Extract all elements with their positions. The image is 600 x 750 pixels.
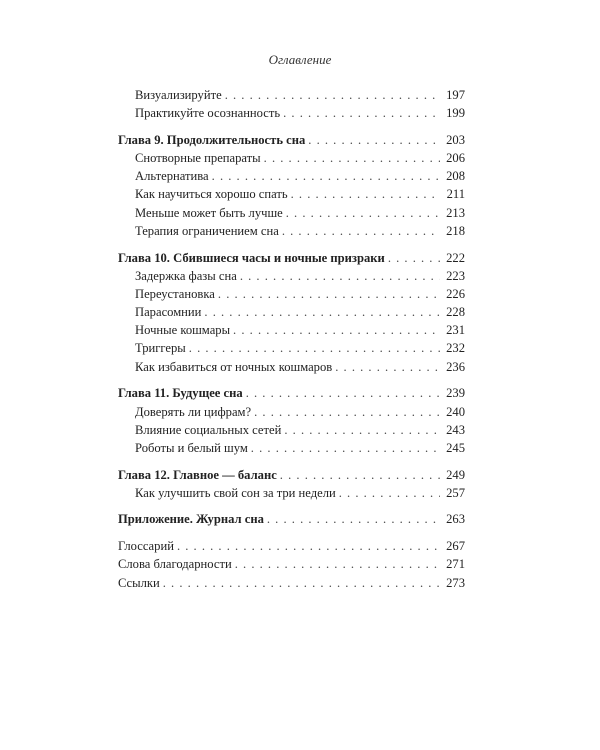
toc-page-number: 211 <box>446 187 465 202</box>
toc-entry-label: Снотворные препараты <box>135 151 261 166</box>
toc-page-number: 223 <box>446 268 465 283</box>
dot-leader <box>284 421 440 439</box>
toc-entry-label: Роботы и белый шум <box>135 440 248 455</box>
toc-entry-label: Триггеры <box>135 341 186 356</box>
toc-entry[interactable] <box>118 421 465 439</box>
toc-entry-label: Визуализируйте <box>135 88 222 102</box>
toc-page-number: 213 <box>446 205 465 220</box>
dot-leader <box>212 167 440 185</box>
toc-entry-label: Практикуйте осознанность <box>135 106 281 121</box>
toc-page-number: 199 <box>446 106 465 121</box>
dot-leader <box>225 86 440 104</box>
toc-entry-label: Слова благодарности <box>118 557 232 572</box>
dot-leader <box>280 466 440 484</box>
toc-entry[interactable] <box>118 339 465 357</box>
toc-chapter-entry[interactable] <box>118 131 465 149</box>
toc-page-number: 228 <box>446 305 465 320</box>
section-gap <box>118 376 465 385</box>
dot-leader <box>264 149 440 167</box>
toc-entry[interactable] <box>118 285 465 303</box>
dot-leader <box>291 185 440 203</box>
toc-entry[interactable] <box>118 104 465 122</box>
toc-entry[interactable] <box>118 439 465 457</box>
toc-chapter-entry[interactable] <box>118 466 465 484</box>
toc-entry-label: Парасомнии <box>135 305 202 320</box>
dot-leader <box>189 339 440 357</box>
dot-leader <box>177 537 440 555</box>
dot-leader <box>235 555 440 573</box>
toc-page-number: 273 <box>446 575 465 590</box>
toc-entry-label: Задержка фазы сна <box>135 268 237 283</box>
dot-leader <box>308 131 440 149</box>
page-header-title: Оглавление <box>268 52 332 67</box>
toc-page-number: 267 <box>446 539 465 554</box>
toc-entry-label: Глава 12. Главное — баланс <box>118 467 277 482</box>
toc-entry[interactable] <box>118 204 465 222</box>
dot-leader <box>254 403 440 421</box>
toc-entry-label: Ночные кошмары <box>135 323 231 338</box>
toc-entry[interactable] <box>118 321 465 339</box>
dot-leader <box>283 104 440 122</box>
dot-leader <box>267 510 440 528</box>
toc-page-number: 271 <box>446 557 465 572</box>
toc-entry-label: Доверять ли цифрам? <box>135 404 252 419</box>
toc-page-number: 203 <box>446 132 465 147</box>
toc-page-number: 249 <box>446 467 465 482</box>
dot-leader <box>282 222 440 240</box>
dot-leader <box>335 358 440 376</box>
section-gap <box>118 529 465 538</box>
toc-entry[interactable] <box>118 222 465 240</box>
dot-leader <box>163 574 440 592</box>
toc-entry[interactable] <box>118 403 465 421</box>
toc-entry[interactable] <box>118 574 465 592</box>
toc-page-number: 197 <box>446 88 465 102</box>
toc-page-number: 218 <box>446 223 465 238</box>
toc-page-number: 245 <box>446 440 465 455</box>
toc-entry-label: Ссылки <box>118 575 160 590</box>
section-gap <box>118 457 465 466</box>
toc-entry-label: Глава 10. Сбившиеся часы и ночные призраки <box>118 250 385 265</box>
dot-leader <box>388 249 440 267</box>
toc-entry[interactable] <box>118 484 465 502</box>
toc-entry-label: Альтернатива <box>135 169 209 184</box>
toc-entry-label: Глава 9. Продолжительность сна <box>118 132 306 147</box>
toc-entry[interactable] <box>118 303 465 321</box>
toc-entry-label: Влияние социальных сетей <box>135 422 282 437</box>
toc-page-number: 257 <box>446 485 465 500</box>
table-of-contents <box>118 86 465 592</box>
toc-entry-label: Глава 11. Будущее сна <box>118 386 243 401</box>
toc-entry-label: Терапия ограничением сна <box>135 223 279 238</box>
toc-entry-label: Как улучшить свой сон за три недели <box>135 485 336 500</box>
toc-page-number: 236 <box>446 359 465 374</box>
toc-page-number: 226 <box>446 286 465 301</box>
toc-entry-label: Меньше может быть лучше <box>135 205 283 220</box>
toc-entry[interactable] <box>118 167 465 185</box>
toc-chapter-entry[interactable] <box>118 384 465 402</box>
toc-chapter-entry[interactable] <box>118 249 465 267</box>
section-gap <box>118 122 465 131</box>
toc-entry-label: Глоссарий <box>118 539 174 554</box>
toc-page-number: 222 <box>446 250 465 265</box>
toc-page-number: 231 <box>446 323 465 338</box>
toc-page-number: 243 <box>446 422 465 437</box>
toc-page-number: 240 <box>446 404 465 419</box>
toc-chapter-entry[interactable] <box>118 510 465 528</box>
toc-page-number: 239 <box>446 386 465 401</box>
toc-entry-label: Переустановка <box>135 286 215 301</box>
toc-page-number: 263 <box>446 512 465 527</box>
dot-leader <box>204 303 440 321</box>
dot-leader <box>339 484 440 502</box>
toc-entry[interactable] <box>118 267 465 285</box>
toc-entry[interactable] <box>118 537 465 555</box>
toc-entry[interactable] <box>118 358 465 376</box>
dot-leader <box>233 321 440 339</box>
dot-leader <box>251 439 440 457</box>
toc-page-number: 206 <box>446 151 465 166</box>
toc-entry[interactable] <box>118 555 465 573</box>
toc-entry[interactable] <box>118 149 465 167</box>
toc-page-number: 232 <box>446 341 465 356</box>
dot-leader <box>246 384 440 402</box>
toc-entry[interactable] <box>118 86 465 104</box>
toc-entry[interactable] <box>118 185 465 203</box>
dot-leader <box>240 267 440 285</box>
section-gap <box>118 240 465 249</box>
toc-page-number: 208 <box>446 169 465 184</box>
dot-leader <box>286 204 440 222</box>
toc-entry-label: Как научиться хорошо спать <box>135 187 288 202</box>
dot-leader <box>218 285 440 303</box>
section-gap <box>118 502 465 511</box>
toc-entry-label: Как избавиться от ночных кошмаров <box>135 359 333 374</box>
toc-entry-label: Приложение. Журнал сна <box>118 512 264 527</box>
